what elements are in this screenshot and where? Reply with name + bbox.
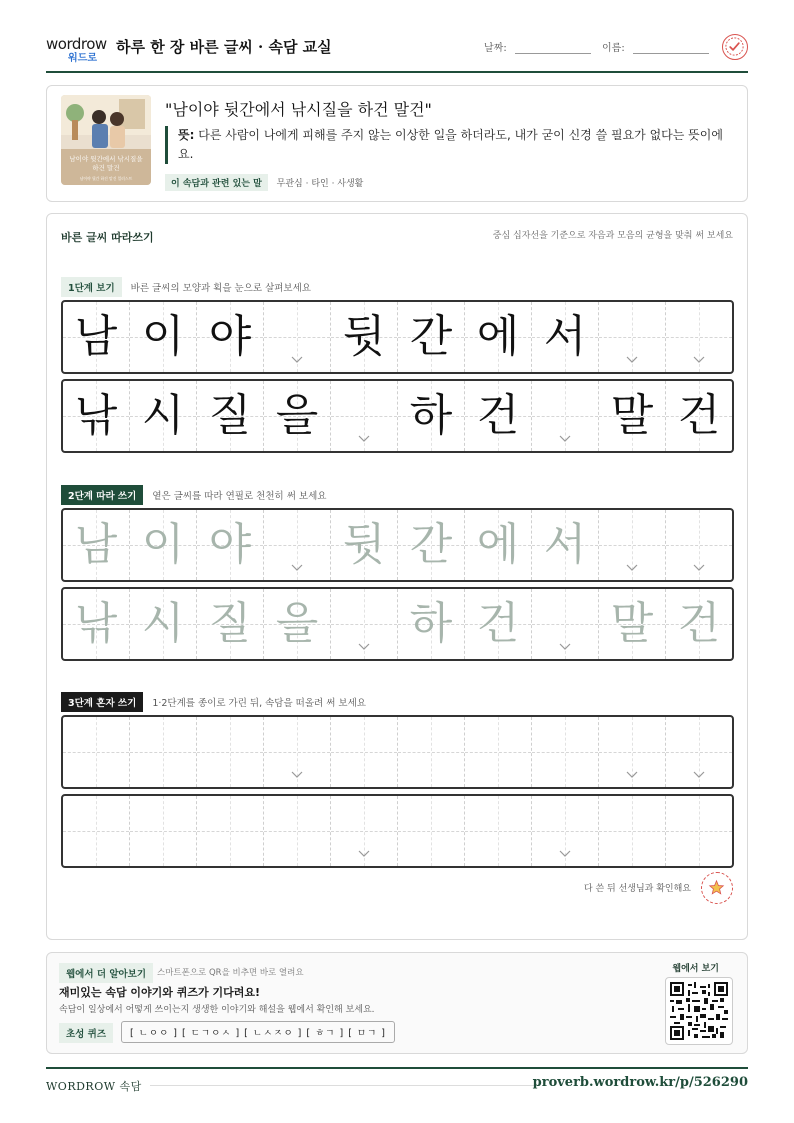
web-hint: 스마트폰으로 QR을 비추면 바로 열려요 [157, 968, 304, 978]
writing-cell [63, 302, 130, 372]
space-mark-icon [692, 767, 706, 781]
writing-cell [532, 381, 599, 451]
writing-cell[interactable] [666, 796, 732, 866]
writing-cell[interactable] [130, 589, 197, 659]
practice-hint: 중심 십자선을 기준으로 자음과 모음의 균형을 맞춰 써 보세요 [492, 231, 733, 241]
wordrow-logo [46, 34, 108, 64]
writing-cell[interactable] [197, 589, 264, 659]
writing-cell [130, 381, 197, 451]
writing-cell [465, 302, 532, 372]
svg-text:남이야 뒷간에서 낚시질을: 남이야 뒷간에서 낚시질을 [69, 155, 143, 163]
space-mark-icon [692, 352, 706, 366]
space-mark-icon [290, 767, 304, 781]
model-character: 뒷 [342, 311, 386, 362]
practice-title: 바른 글씨 따라쓰기 [61, 231, 154, 244]
trace-character: 낚 [74, 598, 118, 649]
qr-code[interactable] [665, 977, 733, 1045]
writing-cell[interactable] [465, 796, 532, 866]
trace-character: 말 [610, 598, 654, 649]
related-label: 이 속담과 관련 있는 말 [165, 174, 268, 191]
stage1-header [61, 277, 311, 295]
initial-consonant-quiz: [ ㄴㅇㅇ ] [ ㄷㄱㅇㅅ ] [ ㄴㅅㅈㅇ ] [ ㅎㄱ ] [ ㅁㄱ ] [121, 1021, 395, 1043]
space-mark-icon [357, 431, 371, 445]
quiz-tag: 초성 퀴즈 [59, 1023, 113, 1043]
date-line[interactable] [515, 53, 591, 54]
model-character: 남 [74, 311, 118, 362]
model-character: 이 [141, 311, 185, 362]
writing-cell [599, 302, 666, 372]
writing-cell[interactable] [532, 589, 599, 659]
handwriting-practice [46, 213, 748, 940]
stage2-header [61, 485, 326, 503]
trace-character: 간 [409, 519, 453, 570]
trace-character: 서 [543, 519, 587, 570]
space-mark-icon [558, 431, 572, 445]
stage3-line1[interactable] [61, 715, 734, 789]
date-label: 날짜: [484, 43, 507, 54]
proverb-meaning [165, 126, 725, 164]
writing-cell [666, 381, 732, 451]
svg-text:하건 말건: 하건 말건 [92, 164, 120, 172]
writing-cell[interactable] [599, 796, 666, 866]
meaning-text: 다른 사람이 나에게 피해를 주지 않는 이상한 일을 하더라도, 내가 굳이 신경 쓸 필요가 없다는 뜻이에요. [178, 128, 723, 161]
meaning-label: 뜻: [178, 128, 195, 142]
model-character: 에 [476, 311, 520, 362]
writing-cell[interactable] [532, 717, 599, 787]
model-character: 시 [141, 390, 185, 441]
writing-cell [465, 381, 532, 451]
writing-cell[interactable] [398, 510, 465, 580]
qr-label: 웹에서 보기 [672, 964, 719, 974]
writing-cell [197, 302, 264, 372]
space-mark-icon [625, 352, 639, 366]
space-mark-icon [290, 560, 304, 574]
writing-cell [264, 302, 331, 372]
web-description: 속담이 일상에서 어떻게 쓰이는지 생생한 이야기와 해설을 웹에서 확인해 보세요. [59, 1005, 375, 1015]
writing-cell [532, 302, 599, 372]
footer-divider [150, 1085, 536, 1086]
writing-cell[interactable] [331, 796, 398, 866]
model-character: 서 [543, 311, 587, 362]
stage1-line1 [61, 300, 734, 374]
writing-cell[interactable] [465, 717, 532, 787]
proverb-illustration [61, 95, 151, 185]
logo-text: wordrow [46, 35, 107, 53]
writing-cell[interactable] [398, 717, 465, 787]
writing-cell[interactable] [63, 589, 130, 659]
model-character: 하 [409, 390, 453, 441]
trace-character: 건 [476, 598, 520, 649]
stage2-hint: 옅은 글씨를 따라 연필로 천천히 써 보세요 [152, 491, 327, 502]
writing-cell[interactable] [264, 717, 331, 787]
stage3-line2[interactable] [61, 794, 734, 868]
writing-cell[interactable] [63, 717, 130, 787]
model-character: 야 [208, 311, 252, 362]
logo-subtext: 워드로 [68, 53, 97, 64]
writing-cell[interactable] [532, 796, 599, 866]
trace-character: 을 [275, 598, 319, 649]
space-mark-icon [290, 352, 304, 366]
writing-cell[interactable] [666, 717, 732, 787]
writing-cell[interactable] [331, 510, 398, 580]
writing-cell[interactable] [666, 510, 732, 580]
stage2-line1[interactable] [61, 508, 734, 582]
writing-cell [197, 381, 264, 451]
footer-brand: WORDROW 속담 [46, 1080, 142, 1093]
date-field [484, 39, 591, 54]
stage2-line2[interactable] [61, 587, 734, 661]
writing-cell [130, 302, 197, 372]
writing-cell[interactable] [331, 717, 398, 787]
space-mark-icon [625, 560, 639, 574]
stage2-tag: 2단계 따라 쓰기 [61, 485, 143, 505]
trace-character: 건 [677, 598, 721, 649]
writing-cell[interactable] [666, 589, 732, 659]
writing-cell[interactable] [197, 510, 264, 580]
writing-cell[interactable] [331, 589, 398, 659]
writing-cell[interactable] [398, 589, 465, 659]
writing-cell[interactable] [264, 589, 331, 659]
name-line[interactable] [633, 53, 709, 54]
name-field [602, 39, 709, 54]
trace-character: 뒷 [342, 519, 386, 570]
writing-cell [331, 302, 398, 372]
footer-url-link[interactable]: proverb.wordrow.kr/p/526290 [532, 1075, 748, 1090]
writing-cell [599, 381, 666, 451]
stage3-tag: 3단계 혼자 쓰기 [61, 692, 143, 712]
trace-character: 이 [141, 519, 185, 570]
space-mark-icon [625, 767, 639, 781]
writing-cell[interactable] [130, 796, 197, 866]
trace-character: 에 [476, 519, 520, 570]
stage1-hint: 바른 글씨의 모양과 획을 눈으로 살펴보세요 [130, 283, 311, 294]
trace-character: 시 [141, 598, 185, 649]
space-mark-icon [357, 846, 371, 860]
model-character: 낚 [74, 390, 118, 441]
model-character: 을 [275, 390, 319, 441]
trace-character: 하 [409, 598, 453, 649]
writing-cell [398, 381, 465, 451]
model-character: 말 [610, 390, 654, 441]
writing-cell[interactable] [197, 717, 264, 787]
writing-cell [666, 302, 732, 372]
model-character: 건 [476, 390, 520, 441]
writing-cell[interactable] [63, 796, 130, 866]
trace-character: 남 [74, 519, 118, 570]
model-character: 간 [409, 311, 453, 362]
writing-cell [63, 381, 130, 451]
space-mark-icon [558, 846, 572, 860]
writing-cell[interactable] [599, 510, 666, 580]
writing-cell [398, 302, 465, 372]
stage1-tag: 1단계 보기 [61, 277, 122, 297]
related-list: 무관심 · 타인 · 사생활 [276, 179, 364, 189]
web-title: 재미있는 속담 이야기와 퀴즈가 기다려요! [59, 986, 260, 999]
writing-cell[interactable] [264, 510, 331, 580]
model-character: 질 [208, 390, 252, 441]
page-header [46, 30, 748, 73]
stage3-header [61, 692, 366, 710]
space-mark-icon [357, 639, 371, 653]
writing-cell[interactable] [398, 796, 465, 866]
space-mark-icon [692, 560, 706, 574]
teacher-confirm-text: 다 쓴 뒤 선생님과 확인해요 [583, 884, 691, 894]
writing-cell[interactable] [532, 510, 599, 580]
stage1-line2 [61, 379, 734, 453]
model-character: 건 [677, 390, 721, 441]
web-more-box [46, 952, 748, 1054]
name-label: 이름: [602, 43, 625, 54]
page-footer [46, 1067, 748, 1097]
related-words [165, 174, 363, 191]
writing-cell[interactable] [130, 510, 197, 580]
web-tag: 웹에서 더 알아보기 [59, 963, 153, 983]
writing-cell[interactable] [599, 717, 666, 787]
writing-cell[interactable] [465, 510, 532, 580]
writing-cell[interactable] [264, 796, 331, 866]
svg-text:남이야 뒷간 하건 말건 일러스트: 남이야 뒷간 하건 말건 일러스트 [79, 176, 133, 181]
writing-cell[interactable] [465, 589, 532, 659]
stage3-hint: 1·2단계를 종이로 가린 뒤, 속담을 떠올려 써 보세요 [152, 698, 366, 709]
trace-character: 질 [208, 598, 252, 649]
writing-cell [264, 381, 331, 451]
proverb-title: "남이야 뒷간에서 낚시질을 하건 말건" [165, 100, 432, 119]
writing-cell[interactable] [63, 510, 130, 580]
space-mark-icon [558, 639, 572, 653]
check-stamp-icon [722, 34, 748, 60]
writing-cell[interactable] [130, 717, 197, 787]
star-stamp-icon [701, 872, 733, 904]
writing-cell [331, 381, 398, 451]
proverb-card [46, 85, 748, 202]
writing-cell[interactable] [599, 589, 666, 659]
page-title: 하루 한 장 바른 글씨 · 속담 교실 [116, 38, 332, 56]
writing-cell[interactable] [197, 796, 264, 866]
trace-character: 야 [208, 519, 252, 570]
